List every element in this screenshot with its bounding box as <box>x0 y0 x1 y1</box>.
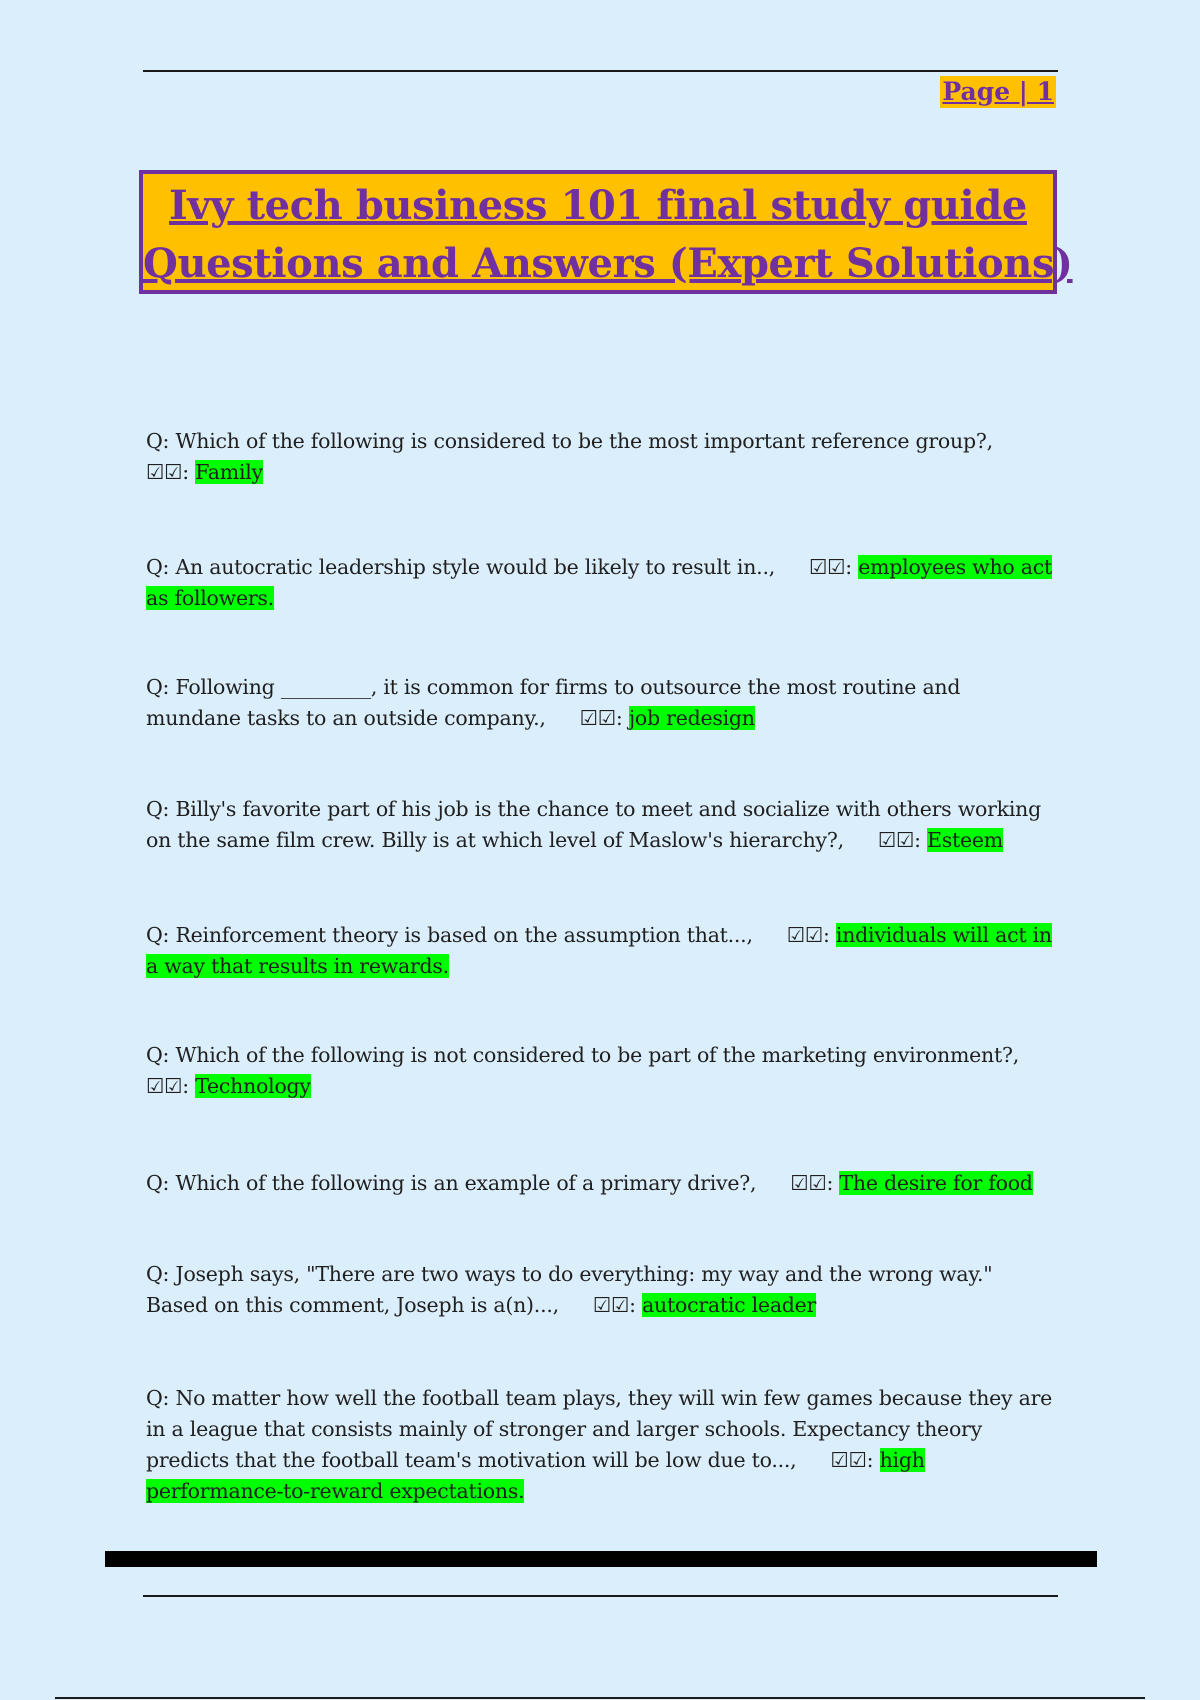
check-marks: ☑☑: <box>786 923 830 947</box>
title-line-1: Ivy tech business 101 final study guide <box>169 182 1027 229</box>
answer-highlight: Family <box>195 460 263 484</box>
header-rule <box>143 70 1058 72</box>
check-marks: ☑☑: <box>830 1448 874 1472</box>
footer-bar <box>105 1551 1097 1567</box>
question-text: Q: An autocratic leadership style would be likely to result in.., <box>146 555 775 579</box>
page-bottom-rule <box>55 1697 1145 1699</box>
answer-highlight: Esteem <box>927 828 1003 852</box>
answer-highlight: employees who act as followers. <box>146 555 1052 610</box>
qa-item <box>146 1168 1058 1199</box>
question-text: Q: Which of the following is considered to be the most important reference group?, <box>146 429 993 453</box>
qa-item <box>146 920 1058 982</box>
check-marks: ☑☑: <box>579 706 623 730</box>
check-marks: ☑☑: <box>808 555 852 579</box>
question-text: Q: Billy's favorite part of his job is the chance to meet and socialize with others working on the same film crew. Billy is at which level of Maslow's hierarchy?, <box>146 797 1041 852</box>
qa-item <box>146 794 1058 856</box>
check-marks: ☑☑: <box>592 1293 636 1317</box>
question-text: Q: Which of the following is an example of a primary drive?, <box>146 1171 757 1195</box>
qa-item <box>146 1383 1058 1507</box>
answer-highlight: Technology <box>195 1074 311 1098</box>
check-marks: ☑☑: <box>146 460 189 484</box>
answer-highlight: job redesign <box>628 706 755 730</box>
qa-item <box>146 426 1058 488</box>
question-text: Q: Which of the following is not considered to be part of the marketing environment?, <box>146 1043 1019 1067</box>
answer-highlight: individuals will act in a way that results in rewards. <box>146 923 1052 978</box>
qa-item <box>146 672 1058 734</box>
document-title <box>139 170 1073 294</box>
qa-item <box>146 1259 1058 1321</box>
answer-highlight: autocratic leader <box>642 1293 817 1317</box>
check-marks: ☑☑: <box>877 828 921 852</box>
answer-highlight: The desire for food <box>839 1171 1033 1195</box>
question-text: Q: Joseph says, "There are two ways to do everything: my way and the wrong way." Based on this comment, Joseph is a(n)..., <box>146 1262 993 1317</box>
title-line-2: Questions and Answers (Expert Solutions) <box>143 240 1073 287</box>
check-marks: ☑☑: <box>790 1171 834 1195</box>
page-number: Page | 1 <box>942 77 1054 106</box>
footer-rule <box>143 1595 1058 1597</box>
question-text: Q: No matter how well the football team plays, they will win few games because they are in a league that consists mainly of stronger and larger schools. Expectancy theory predicts that the football team's motivation will be low due to..., <box>146 1386 1053 1472</box>
answer-highlight: high performance-to-reward expectations. <box>146 1448 925 1503</box>
qa-item <box>146 552 1058 614</box>
check-marks: ☑☑: <box>146 1074 189 1098</box>
question-text: Q: Reinforcement theory is based on the assumption that..., <box>146 923 753 947</box>
qa-item <box>146 1040 1058 1102</box>
question-text: Q: Following _________, it is common for firms to outsource the most routine and mundane tasks to an outside company., <box>146 675 961 730</box>
